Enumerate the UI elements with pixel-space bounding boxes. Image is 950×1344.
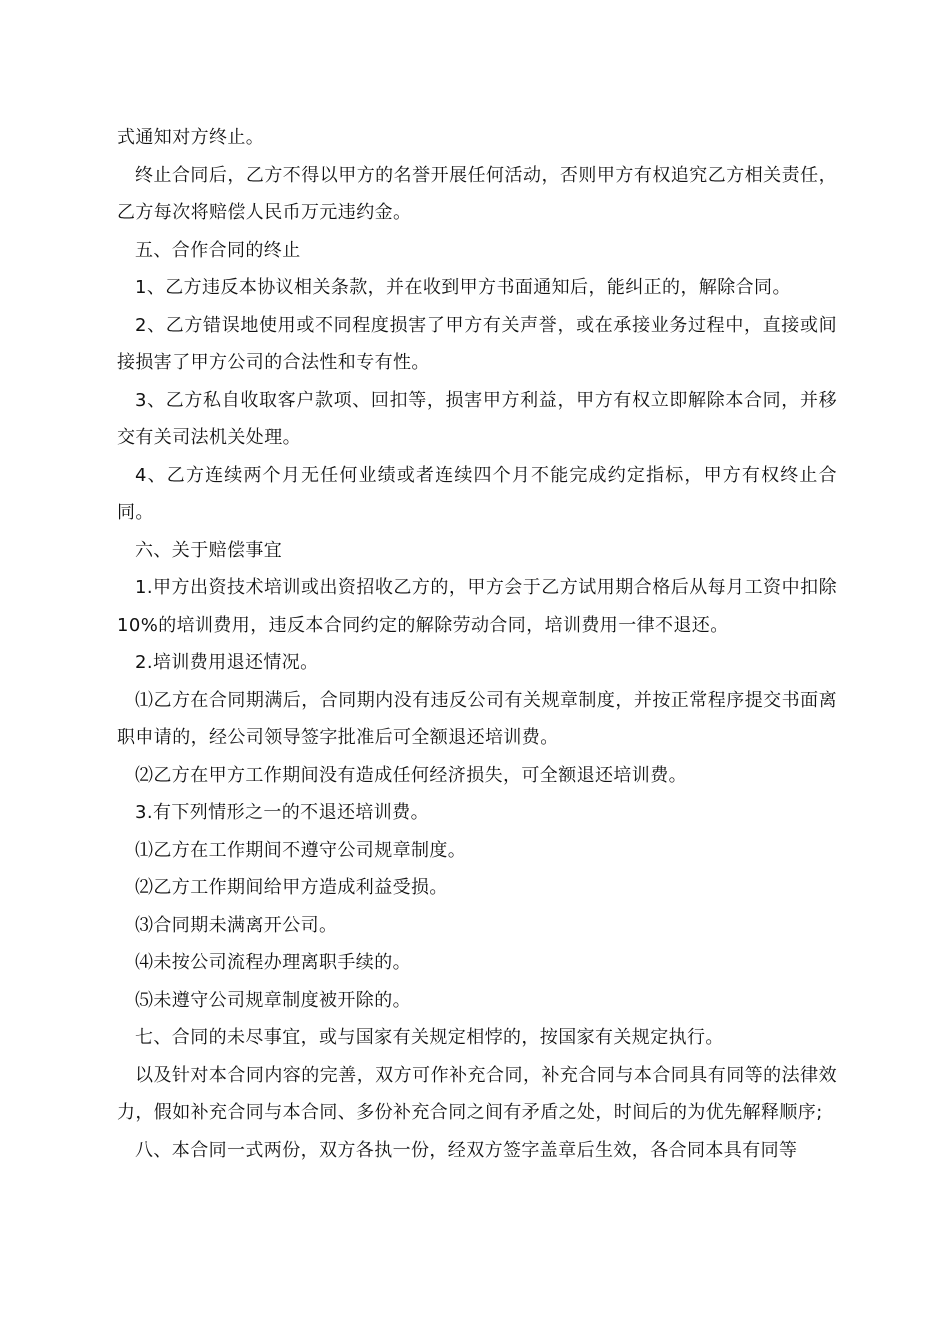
clause-6-3-4: ⑷未按公司流程办理离职手续的。 (135, 952, 411, 973)
clause-6-2: 2.培训费用退还情况。 (135, 652, 319, 673)
clause-6-3-3: ⑶合同期未满离开公司。 (135, 914, 338, 936)
document-body (117, 119, 837, 1169)
paragraph-supplement: 以及针对本合同内容的完善，双方可作补充合同，补充合同与本合同具有同等的法律效力，假如补充合同与本合同、多份补充合同之间有矛盾之处，时间后的为优先解释顺序; (117, 1064, 837, 1123)
section-heading-7: 七、合同的未尽事宜，或与国家有关规定相悖的，按国家有关规定执行。 (135, 1027, 724, 1048)
clause-5-4: 4、乙方连续两个月无任何业绩或者连续四个月不能完成约定指标，甲方有权终止合同。 (117, 464, 837, 523)
clause-5-1: 1、乙方违反本协议相关条款，并在收到甲方书面通知后，能纠正的，解除合同。 (135, 277, 791, 298)
section-heading-6: 六、关于赔偿事宜 (135, 539, 283, 561)
clause-5-2: 2、乙方错误地使用或不同程度损害了甲方有关声誉，或在承接业务过程中，直接或间接损害了甲方公司的合法性和专有性。 (117, 314, 837, 373)
clause-6-3-5: ⑸未遵守公司规章制度被开除的。 (135, 989, 411, 1011)
clause-6-3-2: ⑵乙方工作期间给甲方造成利益受损。 (135, 877, 448, 898)
paragraph-1: 式通知对方终止。 (117, 127, 265, 148)
clause-6-3: 3.有下列情形之一的不退还培训费。 (135, 802, 429, 823)
clause-6-3-1: ⑴乙方在工作期间不遵守公司规章制度。 (135, 839, 467, 861)
clause-6-2-2: ⑵乙方在甲方工作期间没有造成任何经济损失，可全额退还培训费。 (135, 764, 687, 786)
clause-5-3: 3、乙方私自收取客户款项、回扣等，损害甲方利益，甲方有权立即解除本合同，并移交有关司法机关处理。 (117, 389, 837, 448)
paragraph-2: 终止合同后，乙方不得以甲方的名誉开展任何活动，否则甲方有权追究乙方相关责任，乙方每次将赔偿人民币万元违约金。 (117, 164, 837, 223)
clause-6-2-1: ⑴乙方在合同期满后，合同期内没有违反公司有关规章制度，并按正常程序提交书面离职申请的，经公司领导签字批准后可全额退还培训费。 (117, 689, 837, 748)
clause-6-1: 1.甲方出资技术培训或出资招收乙方的，甲方会于乙方试用期合格后从每月工资中扣除10%的培训费用，违反本合同约定的解除劳动合同，培训费用一律不退还。 (117, 577, 837, 636)
section-heading-5: 五、合作合同的终止 (135, 239, 301, 261)
section-heading-8: 八、本合同一式两份，双方各执一份，经双方签字盖章后生效，各合同本具有同等 (135, 1139, 798, 1161)
